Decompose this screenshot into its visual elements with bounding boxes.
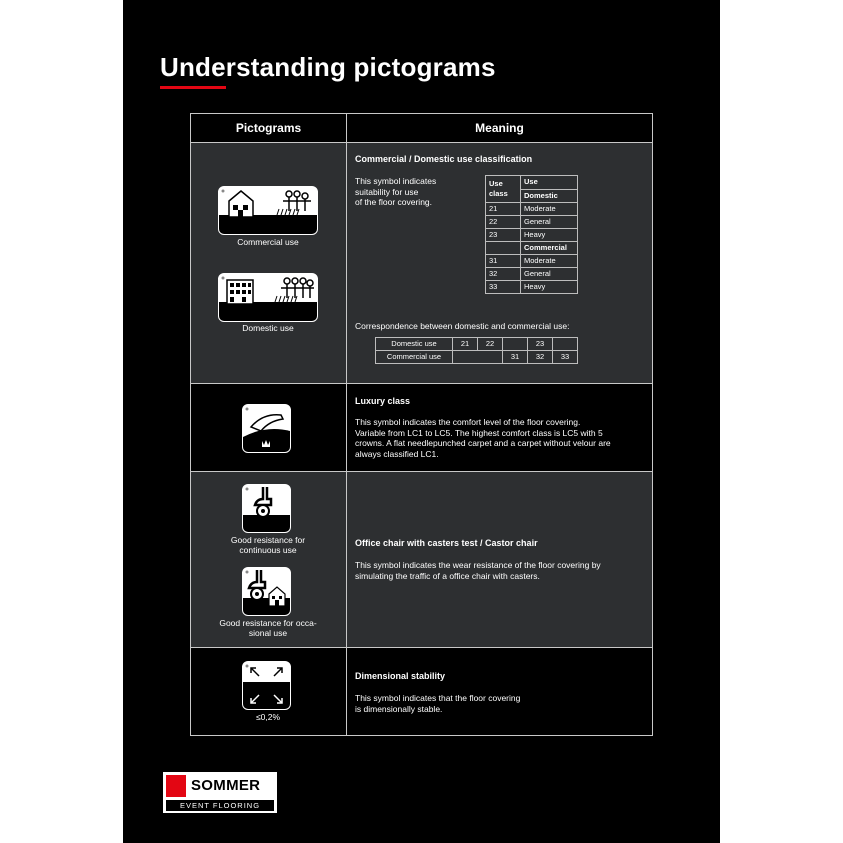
column-divider xyxy=(346,114,347,735)
row-commercial-domestic xyxy=(191,143,652,384)
row-dimensional-stability xyxy=(191,648,652,735)
page-title: Understanding pictograms xyxy=(160,52,496,82)
header-pictograms: Pictograms xyxy=(235,121,302,135)
row-castor-chair xyxy=(191,472,652,648)
sommer-logo xyxy=(163,772,277,813)
commercial-use-icon xyxy=(218,186,318,235)
logo-red-square xyxy=(166,775,186,797)
caption-domestic-use: Domestic use xyxy=(242,323,294,333)
dimensional-description: This symbol indicates that the floor covering is dimensionally stable. xyxy=(355,693,521,714)
dimensional-stability-icon xyxy=(242,661,291,710)
pictogram-table xyxy=(190,113,653,736)
correspondence-text: Correspondence between domestic and commercial use: xyxy=(355,321,570,331)
castor-occasional-icon xyxy=(242,567,291,616)
luxury-class-icon xyxy=(242,404,291,453)
castor-continuous-icon xyxy=(242,484,291,533)
correspondence-table xyxy=(375,337,578,364)
commercial-description: This symbol indicates suitability for use of the floor covering. xyxy=(355,176,437,207)
caption-commercial-use: Commercial use xyxy=(237,237,299,247)
table-row: 31 Moderate xyxy=(486,255,578,268)
castor-heading: Office chair with casters test / Castor chair xyxy=(355,538,538,548)
document-page xyxy=(123,0,720,843)
header-meaning: Meaning xyxy=(475,121,524,135)
commercial-icon-number: 22 xyxy=(290,221,298,228)
table-row: 33 Heavy xyxy=(486,281,578,294)
castor-description: This symbol indicates the wear resistance of the floor covering by simulating the traffic of a office chair with casters. xyxy=(355,560,601,581)
table-row: 22 General xyxy=(486,216,578,229)
table-row: Commercial use 31 32 33 xyxy=(376,351,578,364)
logo-name: SOMMER xyxy=(191,777,261,794)
table-row: 32 General xyxy=(486,268,578,281)
dimensional-heading: Dimensional stability xyxy=(355,671,446,681)
caption-dimensional-value: ≤0,2% xyxy=(255,712,281,722)
title-underline xyxy=(160,86,226,89)
domestic-icon-number: 33 xyxy=(290,308,298,315)
table-row: 21 Moderate xyxy=(486,203,578,216)
use-class-header: Use class xyxy=(486,176,521,203)
use-header: Use xyxy=(521,176,578,190)
domestic-use-icon xyxy=(218,273,318,322)
table-header xyxy=(191,114,652,143)
logo-subtitle: EVENT FLOORING xyxy=(166,800,274,811)
use-class-table xyxy=(485,175,578,294)
table-row: Domestic use 21 22 23 xyxy=(376,338,578,351)
luxury-description: This symbol indicates the comfort level of the floor covering. Variable from LC1 to LC5. The highest comfort class is LC5 with 5 crowns. A flat needlepunched carpet and a carpet without velour are always classified LC1. xyxy=(355,417,611,459)
caption-continuous-use: Good resistance for continuous use xyxy=(230,535,306,555)
table-row: 23 Heavy xyxy=(486,229,578,242)
commercial-header: Commercial xyxy=(521,242,578,255)
domestic-header: Domestic xyxy=(521,189,578,203)
commercial-heading: Commercial / Domestic use classification xyxy=(355,154,533,164)
caption-occasional-use: Good resistance for occa- sional use xyxy=(219,618,317,638)
luxury-heading: Luxury class xyxy=(355,396,411,406)
row-luxury-class xyxy=(191,384,652,472)
